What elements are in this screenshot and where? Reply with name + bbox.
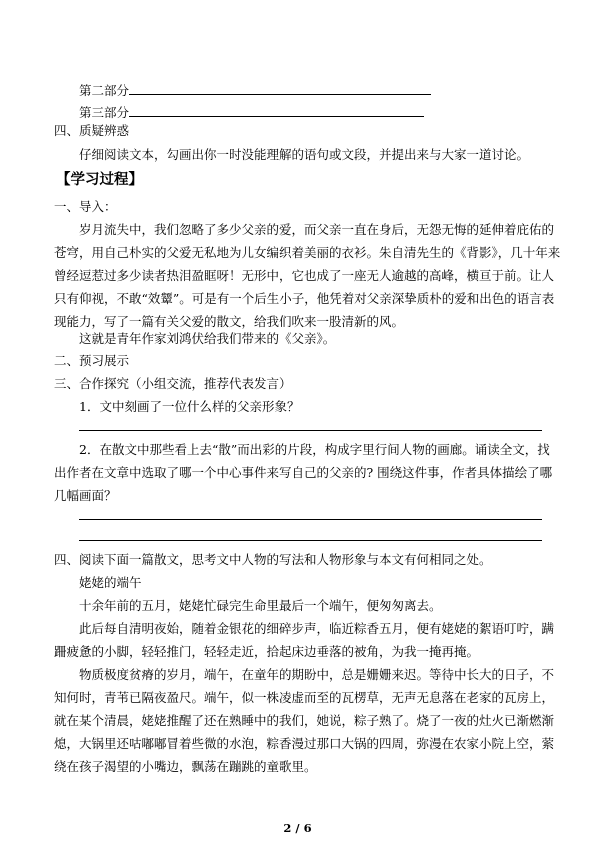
essay-p3-line4: 熄，大锅里还咕嘟嘟冒着些微的水泡，粽香漫过那口大锅的四周，弥漫在农家小院上空，萦 — [54, 736, 555, 751]
essay-p3-line5: 绕在孩子渴望的小嘴边，飘荡在蹦跳的童歌里。 — [54, 759, 317, 774]
intro-p1-line1: 岁月流失中，我们忽略了多少父亲的爱，而父亲一直在身后，无怨无悔的延伸着庇佑的 — [79, 222, 555, 237]
part2-blank[interactable] — [129, 82, 431, 95]
intro-title: 一、导入： — [54, 199, 117, 214]
essay-p3-line3: 就在某个清晨，姥姥推醒了还在熟睡中的我们，她说，粽子熟了。烧了一夜的灶火已渐燃渐 — [54, 713, 555, 728]
part3-label: 第三部分 — [79, 105, 130, 120]
section4-top-title: 四、质疑辨惑 — [54, 123, 130, 138]
essay-title: 姥姥的端午 — [79, 575, 142, 590]
outline-part2 — [79, 82, 544, 99]
intro-p1-line3: 曾经逗惹过多少读者热泪盈眶呀！无形中，它也成了一座无人逾越的高峰，横亘于前。让人 — [54, 268, 555, 283]
essay-p3-line1: 物质极度贫瘠的岁月，端午，在童年的期盼中，总是姗姗来迟。等待中长大的日子，不 — [79, 667, 555, 682]
section3-q1: 1．文中刻画了一位什么样的父亲形象？ — [79, 399, 300, 414]
answer-line-q1[interactable] — [79, 430, 542, 431]
answer-line-q2-a[interactable] — [79, 519, 542, 520]
intro-p1-line4: 只有仰视，不敢“效颦”。可是有一个后生小子，他凭着对父亲深挚质朴的爱和出色的语言表 — [54, 291, 555, 306]
part2-label: 第二部分 — [79, 83, 130, 98]
section3-q2-line2: 出作者在文章中选取了哪一个中心事件来写自己的父亲的? 围绕这件事，作者具体描绘了哪 — [54, 465, 553, 480]
essay-p2-line1: 此后每自清明夜始，随着金银花的细碎步声，临近粽香五月，便有姥姥的絮语叮咛，蹒 — [79, 621, 555, 636]
section2-title: 二、预习展示 — [54, 353, 130, 368]
section3-q2-line3: 几幅画面？ — [54, 488, 117, 503]
section4-title: 四、阅读下面一篇散文，思考文中人物的写法和人物形象与本文有何相同之处。 — [54, 552, 492, 567]
essay-p2-line2: 跚疲惫的小脚，轻轻推门，轻轻走近，拾起床边垂落的被角，为我一掩再掩。 — [54, 644, 480, 659]
essay-p3-line2: 知何时，青苇已隔夜盈尺。端午，似一株凌虚而至的瓦楞草，无声无息落在老家的瓦房上， — [54, 690, 555, 705]
intro-p1-line2: 苍穹，用自己朴实的父爱无私地为儿女编织着美丽的衣衫。朱自清先生的《背影》，几十年来 — [54, 245, 561, 260]
section3-title: 三、合作探究（小组交流，推荐代表发言） — [54, 376, 292, 391]
outline-part3 — [79, 104, 544, 121]
section3-q2-line1: 2．在散文中那些看上去“散”而出彩的片段，构成字里行间人物的画廊。诵读全文，找 — [79, 442, 550, 457]
essay-p1: 十余年前的五月，姥姥忙碌完生命里最后一个端午，便匆匆离去。 — [79, 598, 442, 613]
intro-p1-line5: 现能力，写了一篇有关父爱的散文，给我们吹来一股清新的风。 — [54, 314, 405, 329]
part3-blank[interactable] — [129, 104, 424, 117]
answer-line-q2-b[interactable] — [79, 540, 542, 541]
page-number: 2 / 6 — [283, 821, 312, 835]
intro-p2: 这就是青年作家刘鸿伏给我们带来的《父亲》。 — [79, 331, 336, 346]
learning-process-heading: 【学习过程】 — [56, 171, 143, 188]
section4-top-instruction: 仔细阅读文本，勾画出你一时没能理解的语句或文段，并提出来与大家一道讨论。 — [79, 147, 530, 162]
